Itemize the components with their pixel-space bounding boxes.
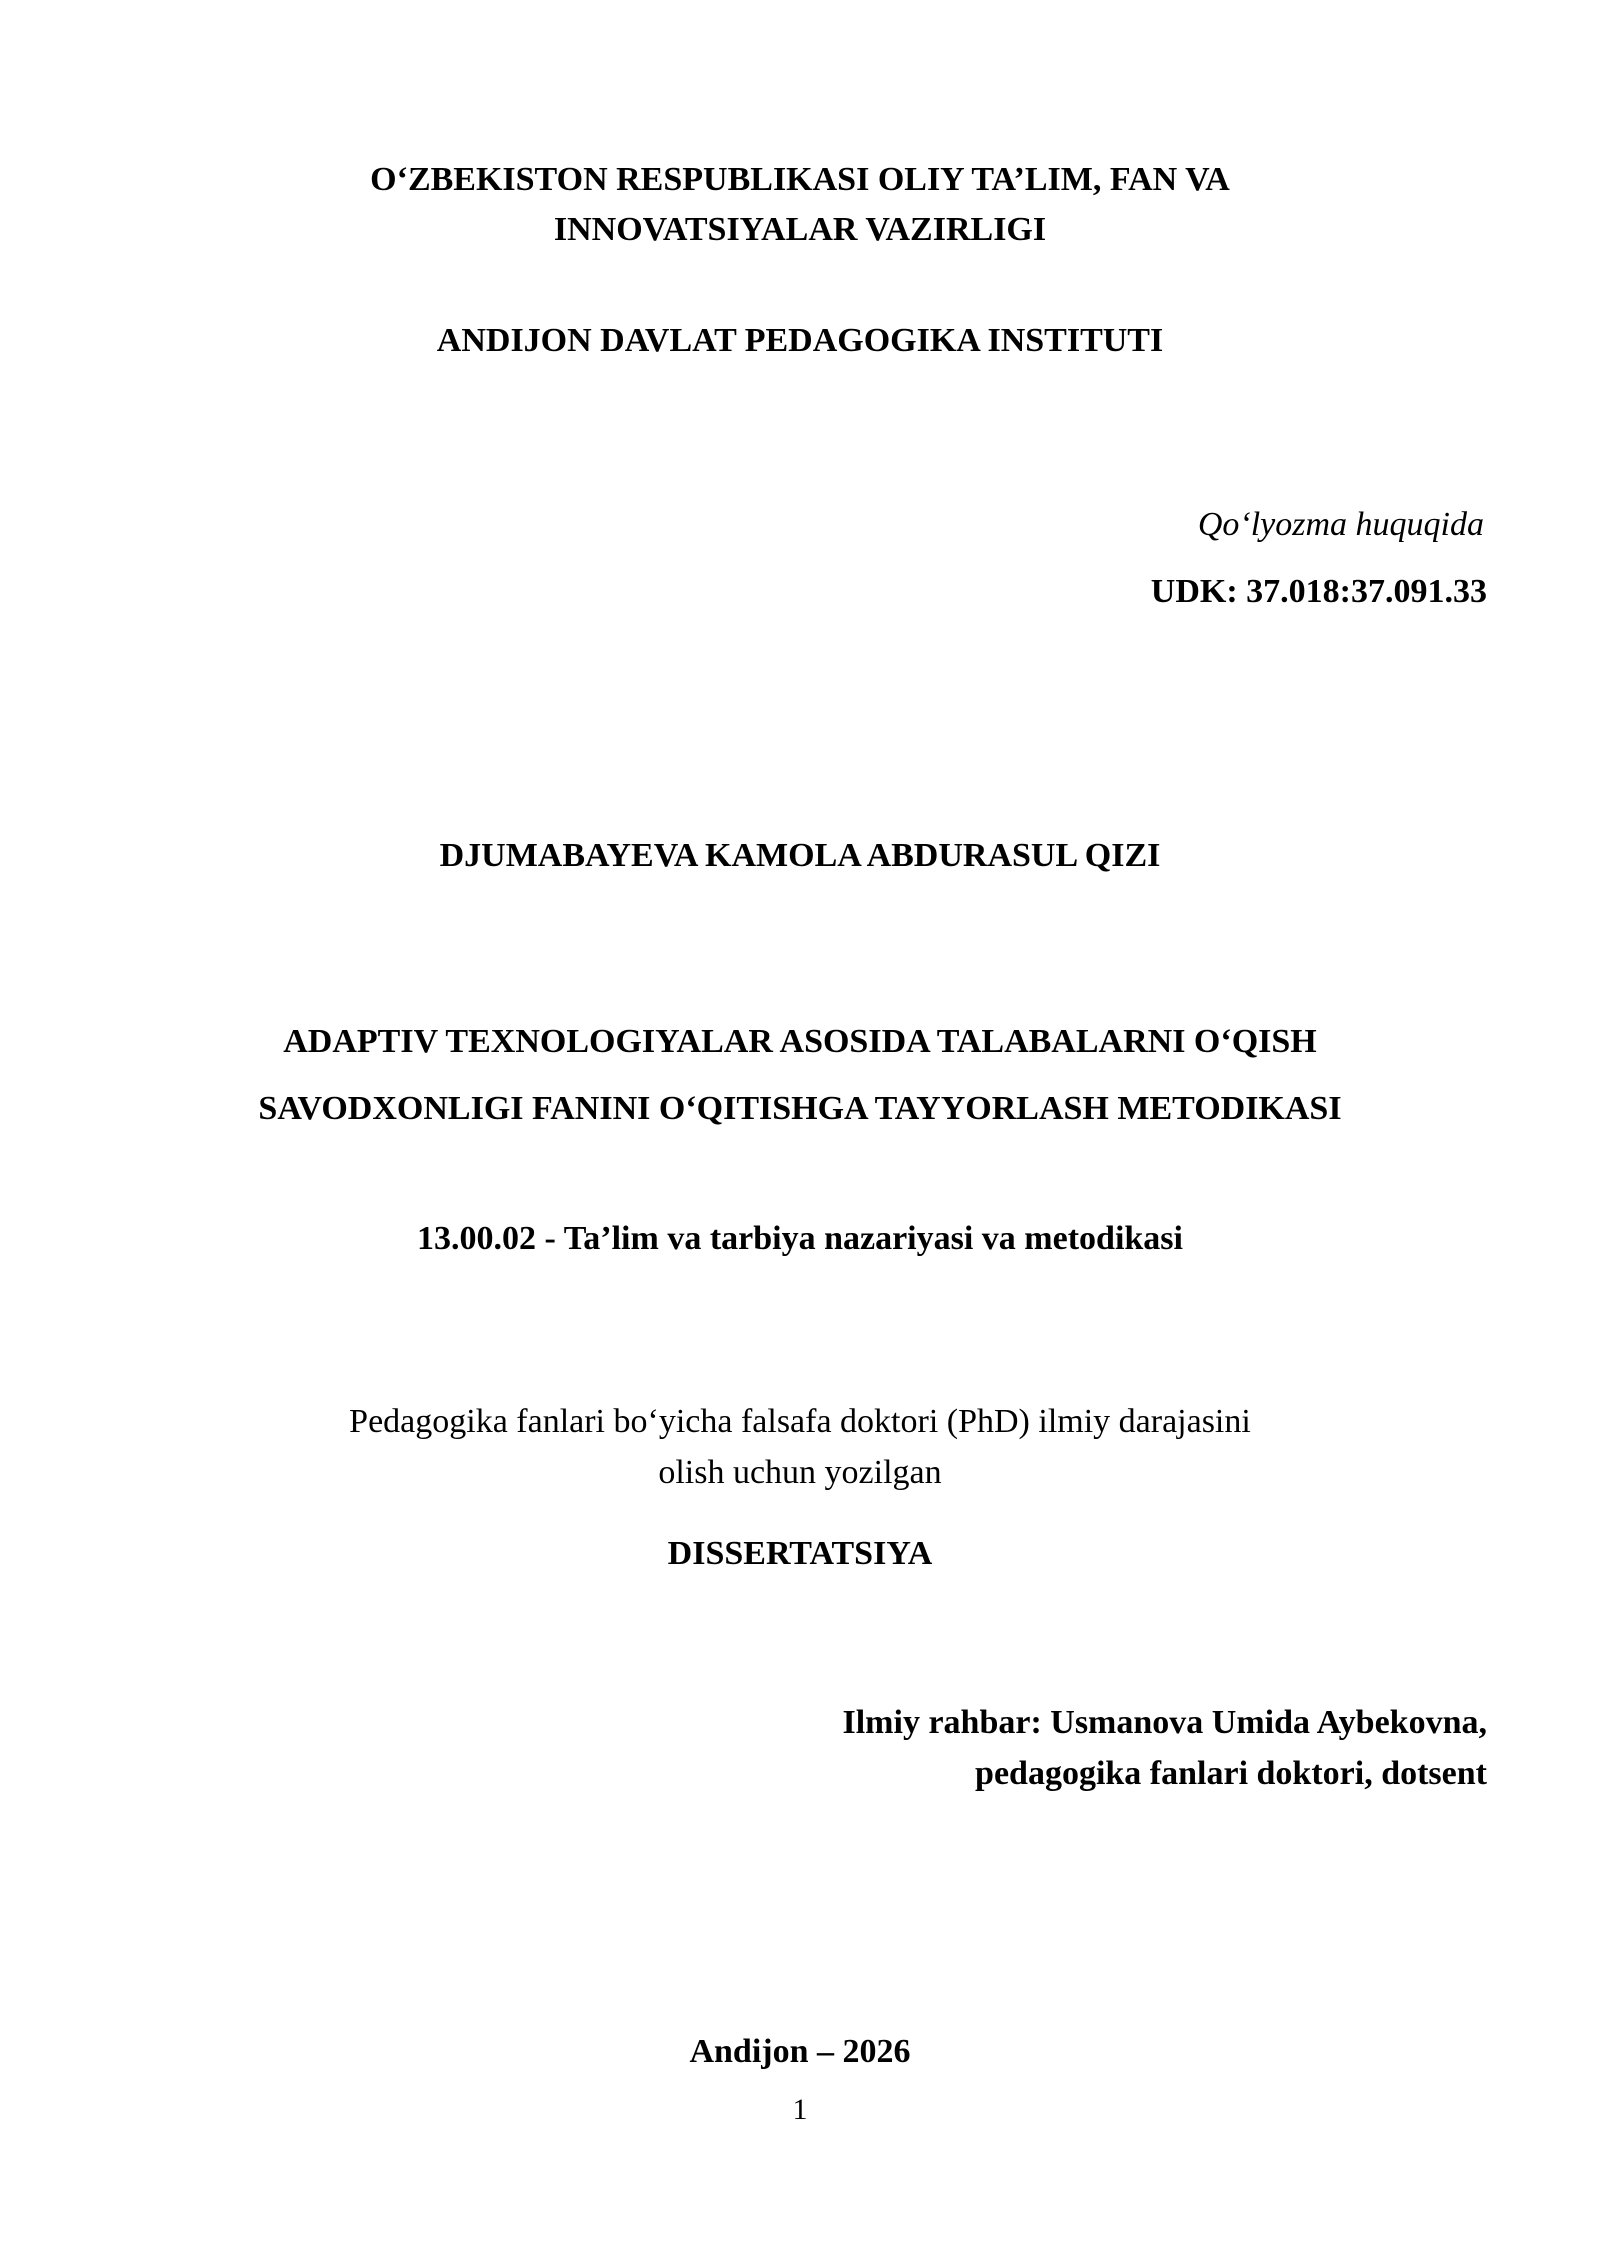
dissertation-title-line-2: SAVODXONLIGI FANINI O‘QITISHGA TAYYORLASH METODIKASI: [258, 1090, 1342, 1127]
degree-line-1: Pedagogika fanlari bo‘yicha falsafa doktori (PhD) ilmiy darajasini: [349, 1403, 1251, 1440]
ministry-line-2: INNOVATSIYALAR VAZIRLIGI: [553, 211, 1047, 248]
place-year: Andijon – 2026: [689, 2033, 911, 2070]
dissertation-title-line-1: ADAPTIV TEXNOLOGIYALAR ASOSIDA TALABALARNI O‘QISH: [283, 1023, 1317, 1060]
institute-name: ANDIJON DAVLAT PEDAGOGIKA INSTITUTI: [436, 322, 1164, 359]
udk-code: UDK: 37.018:37.091.33: [1150, 573, 1487, 610]
author-name: DJUMABAYEVA KAMOLA ABDURASUL QIZI: [439, 837, 1161, 874]
ministry-line-1: O‘ZBEKISTON RESPUBLIKASI OLIY TA’LIM, FAN VA: [370, 161, 1230, 198]
document-type: DISSERTATSIYA: [667, 1535, 933, 1572]
supervisor-line-1: Ilmiy rahbar: Usmanova Umida Aybekovna,: [842, 1704, 1487, 1741]
page-number: 1: [792, 2093, 808, 2126]
specialty-code: 13.00.02 - Ta’lim va tarbiya nazariyasi va metodikasi: [417, 1220, 1183, 1257]
degree-line-2: olish uchun yozilgan: [658, 1454, 942, 1491]
supervisor-line-2: pedagogika fanlari doktori, dotsent: [975, 1755, 1487, 1792]
rights-note: Qo‘lyozma huquqida: [1197, 506, 1484, 543]
